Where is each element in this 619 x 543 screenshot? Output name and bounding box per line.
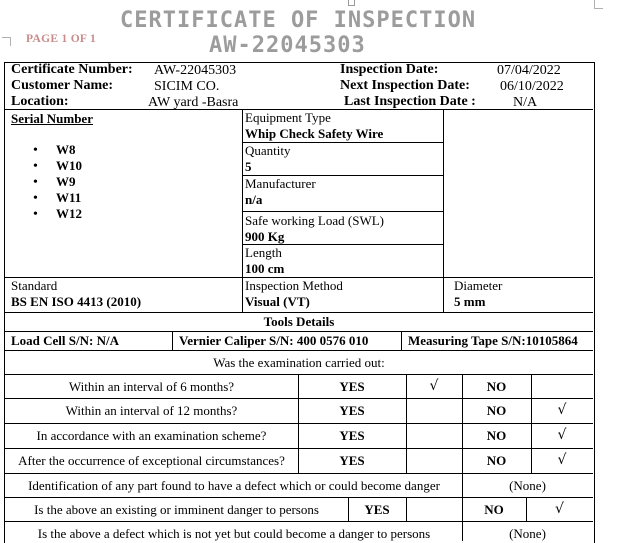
no-label: NO	[486, 379, 507, 394]
swl-value: 900 Kg	[245, 229, 285, 244]
divider	[298, 423, 299, 448]
no-checkbox[interactable]: √	[557, 402, 567, 418]
load-cell-serial: Load Cell S/N: N/A	[11, 333, 119, 348]
examination-question: In accordance with an examination scheme?	[36, 428, 267, 443]
yes-label: YES	[339, 379, 365, 394]
divider	[298, 374, 299, 398]
list-item: • W10	[33, 158, 82, 174]
divider	[462, 423, 463, 448]
inspection-method-value: Visual (VT)	[245, 294, 310, 309]
divider	[531, 374, 532, 398]
list-item: • W9	[33, 174, 76, 190]
diameter-label: Diameter	[454, 278, 503, 293]
certificate-number-value: AW-22045303	[154, 63, 237, 78]
list-item: • W11	[33, 190, 82, 206]
partial-question: Is the above a defect which is not yet but could become a danger to persons	[37, 526, 431, 541]
serial-number-label: Serial Number	[11, 111, 93, 126]
inspection-date-label: Inspection Date:	[340, 62, 439, 77]
examination-question: After the occurrence of exceptional circumstances?	[18, 453, 285, 468]
divider	[5, 312, 593, 313]
yes-checkbox[interactable]: √	[429, 378, 439, 394]
divider	[242, 211, 443, 212]
divider	[5, 521, 593, 522]
divider	[443, 109, 444, 312]
divider	[298, 398, 299, 423]
divider	[406, 423, 407, 448]
identification-answer: (None)	[509, 478, 546, 493]
divider	[172, 331, 173, 350]
divider	[5, 331, 593, 332]
no-label: NO	[486, 453, 507, 468]
divider	[5, 497, 593, 498]
page-label: PAGE 1 OF 1	[26, 33, 97, 45]
divider	[462, 448, 463, 473]
location-value: AW yard -Basra	[148, 95, 239, 110]
quantity-label: Quantity	[245, 143, 291, 158]
no-label: NO	[484, 502, 504, 517]
danger-question: Is the above an existing or imminent danger to persons	[34, 502, 319, 517]
no-checkbox[interactable]: √	[557, 427, 567, 443]
serial-list	[33, 142, 82, 222]
divider	[462, 398, 463, 423]
divider	[406, 398, 407, 423]
identification-question: Identification of any part found to have a defect which or could become danger	[28, 478, 440, 493]
divider	[406, 374, 407, 398]
no-checkbox[interactable]: √	[557, 452, 567, 468]
length-value: 100 cm	[245, 261, 285, 276]
divider	[531, 448, 532, 473]
no-label: NO	[486, 403, 507, 418]
no-checkbox[interactable]: √	[555, 501, 564, 517]
examination-question: Within an interval of 6 months?	[68, 379, 235, 394]
vernier-caliper-serial: Vernier Caliper S/N: 400 0576 010	[179, 333, 369, 348]
standard-value: BS EN ISO 4413 (2010)	[11, 294, 142, 309]
diameter-value: 5 mm	[454, 294, 486, 309]
yes-label: YES	[339, 403, 365, 418]
yes-label: YES	[339, 428, 365, 443]
divider	[5, 398, 593, 399]
tools-heading: Tools Details	[263, 314, 335, 329]
certificate-id-title: AW-22045303	[209, 33, 366, 58]
swl-label: Safe working Load (SWL)	[245, 213, 384, 228]
no-label: NO	[486, 428, 507, 443]
measuring-tape-serial: Measuring Tape S/N:10105864	[408, 333, 578, 348]
yes-label: YES	[339, 453, 365, 468]
standard-label: Standard	[11, 278, 58, 293]
partial-answer: (None)	[509, 526, 546, 541]
manufacturer-value: n/a	[245, 192, 263, 207]
margin-corner-mark	[594, 0, 603, 9]
divider	[462, 374, 463, 398]
divider	[298, 448, 299, 473]
divider	[531, 398, 532, 423]
equipment-type-label: Equipment Type	[245, 110, 331, 125]
list-item: • W8	[33, 142, 76, 158]
divider	[5, 374, 593, 375]
divider	[406, 497, 407, 521]
equipment-type-value: Whip Check Safety Wire	[245, 126, 384, 141]
resize-handle[interactable]	[348, 0, 355, 6]
examination-heading: Was the examination carried out:	[213, 355, 385, 370]
inspection-date-value: 07/04/2022	[497, 63, 561, 78]
divider	[5, 423, 593, 424]
divider	[406, 448, 407, 473]
inspection-method-label: Inspection Method	[245, 278, 343, 293]
last-inspection-label: Last Inspection Date :	[344, 94, 476, 109]
divider	[5, 350, 593, 351]
customer-name-value: SICIM CO.	[154, 79, 220, 94]
divider	[5, 448, 593, 449]
examination-question: Within an interval of 12 months?	[65, 403, 238, 418]
next-inspection-label: Next Inspection Date:	[340, 78, 470, 93]
divider	[401, 331, 402, 350]
customer-name-label: Customer Name:	[11, 78, 113, 93]
certificate-number-label: Certificate Number:	[11, 62, 133, 77]
length-label: Length	[245, 245, 282, 260]
quantity-value: 5	[245, 159, 252, 174]
margin-corner-mark	[2, 37, 11, 46]
next-inspection-value: 06/10/2022	[500, 79, 564, 94]
manufacturer-label: Manufacturer	[245, 176, 316, 191]
divider	[531, 423, 532, 448]
last-inspection-value: N/A	[513, 95, 538, 110]
location-label: Location:	[11, 94, 69, 109]
list-item: • W12	[33, 206, 82, 222]
yes-label: YES	[364, 502, 390, 517]
divider	[5, 473, 593, 474]
certificate-title: CERTIFICATE OF INSPECTION	[120, 8, 477, 33]
